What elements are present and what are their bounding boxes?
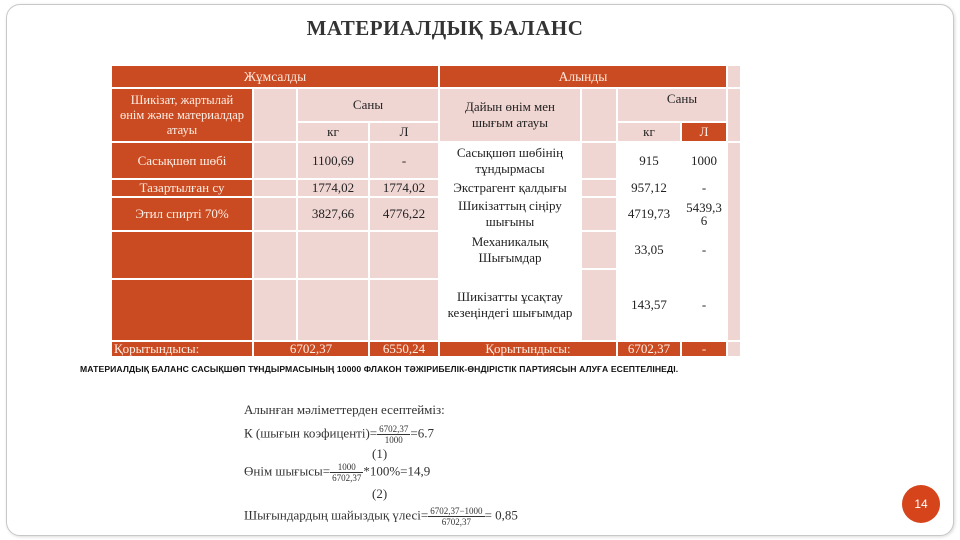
left-empty-name (112, 280, 252, 340)
left-row-name: Этил спирті 70% (112, 198, 252, 230)
left-qty-header: Саны (298, 89, 438, 121)
yield-formula (244, 462, 430, 483)
right-unit-l: Л (682, 123, 726, 141)
right-row-kg: 33,05 (618, 232, 680, 268)
left-unit-kg: кг (298, 123, 368, 141)
loss-result: = 0,85 (484, 507, 518, 523)
right-row-spacer (582, 180, 616, 196)
left-empty-kg (298, 280, 368, 340)
right-row-name: Шикізаттың сіңіру шығыны (440, 198, 580, 230)
left-row-spacer (254, 180, 296, 196)
right-total-kg: 6702,37 (618, 342, 680, 356)
left-row-spacer (254, 143, 296, 178)
k-result: =6.7 (410, 425, 434, 441)
right-row-name: Механикалық Шығымдар (440, 232, 580, 268)
left-row-l: 4776,22 (370, 198, 438, 230)
right-row-l: 1000 (682, 143, 726, 178)
equation-number-2: (2) (372, 486, 388, 501)
loss-denominator: 6702,37 (441, 517, 472, 527)
consumed-header: Жұмсалды (112, 66, 438, 87)
left-total-label: Қорытындысы: (112, 342, 252, 356)
loss-fraction (428, 506, 484, 527)
k-fraction (377, 424, 410, 445)
k-numerator: 6702,37 (379, 424, 409, 434)
table-caption: МАТЕРИАЛДЫҚ БАЛАНС САСЫҚШӨП ТҰНДЫРМАСЫНЫҢ 10000 ФЛАКОН ТӘЖІРИБЕЛІК-ӨНДІРІСТІК ПАРТИЯСЫН АЛУҒА ЕСЕПТЕЛІНЕДІ. (80, 364, 679, 374)
left-row-kg: 3827,66 (298, 198, 368, 230)
page-number-badge: 14 (902, 485, 940, 523)
k-denominator: 1000 (384, 435, 403, 445)
left-row-spacer (254, 198, 296, 230)
slide-title: МАТЕРИАЛДЫҚ БАЛАНС (306, 16, 584, 40)
right-name-header: Дайын өнім мен шығым атауы (440, 89, 580, 141)
calc-intro: Алынған мәліметтерден есептейміз: (244, 402, 445, 417)
loss-label: Шығындардың шайыздық үлесі= (244, 507, 429, 523)
right-row-spacer (582, 270, 616, 340)
yield-numerator: 1000 (330, 462, 363, 473)
left-row-name: Тазартылған су (112, 180, 252, 196)
right-unit-kg: кг (618, 123, 680, 141)
yield-label: Өнім шығысы= (244, 463, 331, 479)
left-name-header: Шикізат, жартылай өнім және материалдар атауы (112, 89, 252, 141)
right-qty-header: Саны (618, 89, 726, 121)
right-row-name: Сасықшөп шөбінің тұндырмасы (440, 143, 580, 178)
right-row-spacer (582, 143, 616, 178)
material-balance-table (112, 66, 740, 356)
received-header: Алынды (440, 66, 726, 87)
left-row-kg: 1774,02 (298, 180, 368, 196)
left-row-l: 1774,02 (370, 180, 438, 196)
right-row-name: Экстрагент қалдығы (440, 180, 580, 196)
right-row-l: - (682, 180, 726, 196)
right-edge (728, 342, 740, 356)
right-spacer-cell (582, 89, 616, 141)
left-empty-kg (298, 232, 368, 278)
left-total-l: 6550,24 (370, 342, 438, 356)
left-spacer-cell (254, 89, 296, 141)
right-total-l: - (682, 342, 726, 356)
right-row-l: 5439,3 6 (682, 198, 726, 230)
right-row-kg: 143,57 (618, 270, 680, 340)
loss-formula (244, 506, 518, 527)
right-edge (728, 143, 740, 340)
left-empty-name (112, 232, 252, 278)
left-row-kg: 1100,69 (298, 143, 368, 178)
right-row-name: Шикізатты ұсақтау кезеңіндегі шығымдар (440, 270, 580, 340)
right-edge (728, 89, 740, 141)
left-unit-l: Л (370, 123, 438, 141)
left-row-l: - (370, 143, 438, 178)
right-row-l: - (682, 270, 726, 340)
right-row-spacer (582, 232, 616, 268)
k-formula (244, 424, 434, 445)
yield-fraction (330, 462, 363, 483)
left-empty-spacer (254, 280, 296, 340)
left-empty-spacer (254, 232, 296, 278)
loss-numerator: 6702,37−1000 (430, 506, 483, 516)
right-row-kg: 957,12 (618, 180, 680, 196)
left-total-kg: 6702,37 (254, 342, 368, 356)
left-row-name: Сасықшөп шөбі (112, 143, 252, 178)
k-label: К (шығын коэфиценті)= (244, 425, 378, 441)
right-row-kg: 4719,73 (618, 198, 680, 230)
left-empty-l (370, 280, 438, 340)
yield-result: *100%=14,9 (363, 463, 431, 479)
left-empty-l (370, 232, 438, 278)
right-row-kg: 915 (618, 143, 680, 178)
equation-number-1: (1) (372, 446, 388, 461)
header-edge (728, 66, 740, 87)
right-total-label: Қорытындысы: (440, 342, 616, 356)
calculation-block (244, 402, 564, 534)
right-row-spacer (582, 198, 616, 230)
right-row-l: - (682, 232, 726, 268)
yield-denominator: 6702,37 (332, 473, 362, 483)
